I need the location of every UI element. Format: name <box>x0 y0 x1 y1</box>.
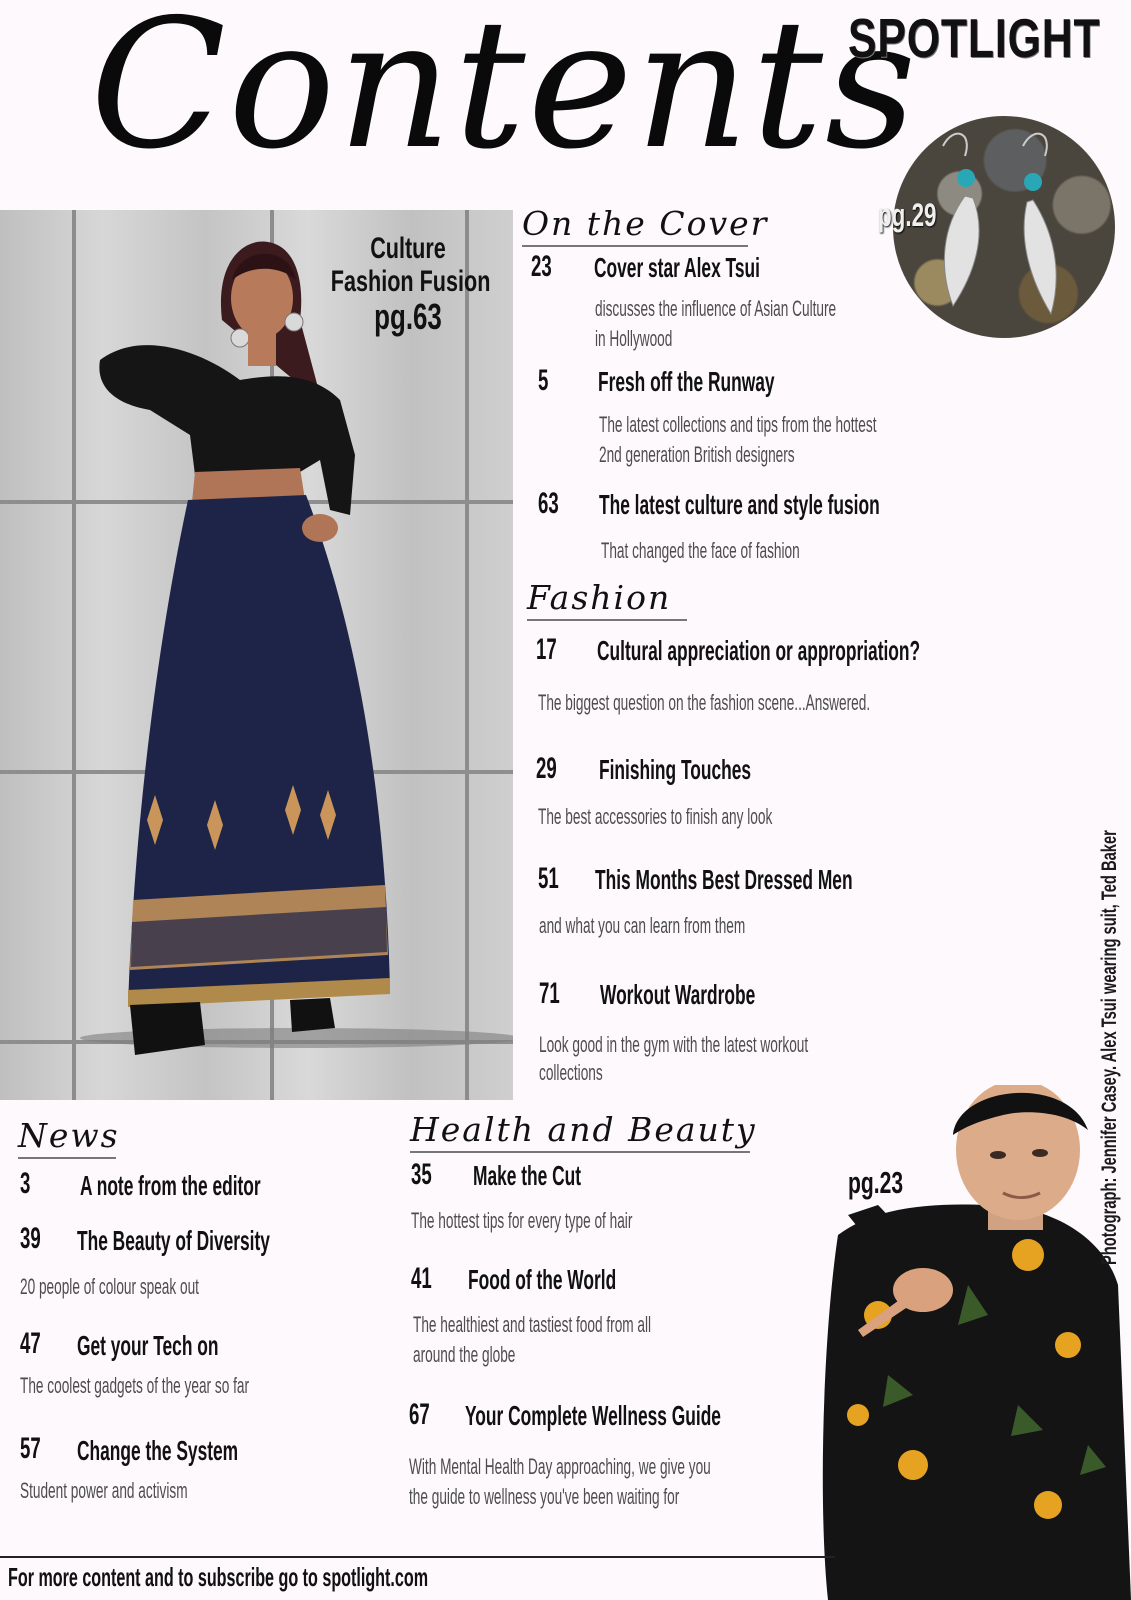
toc-item-title[interactable]: The latest culture and style fusion <box>599 489 880 520</box>
toc-page-number: 3 <box>20 1167 31 1200</box>
toc-item-description: collections <box>539 1060 603 1085</box>
toc-item-description: discusses the influence of Asian Culture <box>595 296 837 321</box>
toc-page-number: 63 <box>538 487 559 520</box>
toc-item-title[interactable]: Change the System <box>77 1435 239 1466</box>
toc-item-description: The biggest question on the fashion scene...Answered. <box>538 690 871 715</box>
cover-photo <box>0 210 513 1100</box>
toc-item-description: and what you can learn from them <box>539 913 746 938</box>
toc-item-description: The hottest tips for every type of hair <box>411 1208 633 1233</box>
toc-item-description: The latest collections and tips from the hottest <box>599 412 877 437</box>
toc-page-number: 35 <box>411 1158 432 1191</box>
toc-item-title[interactable]: The Beauty of Diversity <box>77 1225 270 1256</box>
section-heading-fashion: Fashion <box>527 578 687 621</box>
toc-item-title[interactable]: Cover star Alex Tsui <box>594 252 760 283</box>
toc-item-description: Student power and activism <box>20 1478 188 1503</box>
toc-page-number: 47 <box>20 1327 41 1360</box>
toc-item-title[interactable]: Make the Cut <box>473 1160 582 1191</box>
toc-page-number: 29 <box>536 752 557 785</box>
toc-page-number: 39 <box>20 1222 41 1255</box>
toc-item-title[interactable]: Cultural appreciation or appropriation? <box>597 635 921 666</box>
toc-item-description: in Hollywood <box>595 326 673 351</box>
footer-subscribe-text[interactable]: For more content and to subscribe go to spotlight.com <box>8 1562 429 1592</box>
toc-page-number: 51 <box>538 862 559 895</box>
toc-item-description: That changed the face of fashion <box>601 538 800 563</box>
toc-item-description: 2nd generation British designers <box>599 442 795 467</box>
toc-page-number: 71 <box>539 977 560 1010</box>
cover-star-photo <box>818 1085 1131 1600</box>
toc-item-description: The coolest gadgets of the year so far <box>20 1373 249 1398</box>
toc-item-description: around the globe <box>413 1342 516 1367</box>
toc-item-description: Look good in the gym with the latest workout <box>539 1032 809 1057</box>
toc-item-title[interactable]: This Months Best Dressed Men <box>595 864 853 895</box>
photo-credit: Photograph: Jennifer Casey. Alex Tsui wearing suit, Ted Baker <box>1098 830 1121 1265</box>
toc-item-title[interactable]: A note from the editor <box>80 1170 261 1201</box>
section-heading-on-the-cover: On the Cover <box>522 204 748 247</box>
toc-item-title[interactable]: Food of the World <box>468 1264 617 1295</box>
toc-item-description: With Mental Health Day approaching, we give you <box>409 1454 711 1479</box>
cover-callout-page: pg.63 <box>374 296 442 337</box>
section-heading-news: News <box>18 1116 116 1159</box>
cover-callout-topic: Culture <box>370 232 446 265</box>
toc-page-number: 57 <box>20 1432 41 1465</box>
toc-page-number: 5 <box>538 364 549 397</box>
toc-item-description: The best accessories to finish any look <box>538 804 773 829</box>
earrings-page-label: pg.29 <box>878 197 937 233</box>
cover-star-figure <box>818 1085 1131 1600</box>
page-title: Contents <box>90 0 919 188</box>
cover-star-page-label: pg.23 <box>848 1165 904 1200</box>
toc-item-title[interactable]: Fresh off the Runway <box>598 366 775 397</box>
section-heading-health-and-beauty: Health and Beauty <box>410 1110 750 1153</box>
brand-logo: SPOTLIGHT <box>848 7 1101 69</box>
toc-item-description: The healthiest and tastiest food from all <box>413 1312 652 1337</box>
model-figure <box>0 210 513 1100</box>
toc-item-title[interactable]: Your Complete Wellness Guide <box>465 1400 721 1431</box>
toc-item-description: the guide to wellness you've been waiting for <box>409 1484 680 1509</box>
toc-page-number: 17 <box>536 633 557 666</box>
cover-callout-subtopic: Fashion Fusion <box>330 265 491 298</box>
toc-page-number: 67 <box>409 1398 430 1431</box>
toc-page-number: 41 <box>411 1262 432 1295</box>
toc-item-title[interactable]: Workout Wardrobe <box>600 979 756 1010</box>
toc-item-title[interactable]: Get your Tech on <box>77 1330 219 1361</box>
toc-page-number: 23 <box>531 250 552 283</box>
footer-divider <box>0 1556 835 1558</box>
toc-item-title[interactable]: Finishing Touches <box>599 754 752 785</box>
toc-item-description: 20 people of colour speak out <box>20 1274 199 1299</box>
